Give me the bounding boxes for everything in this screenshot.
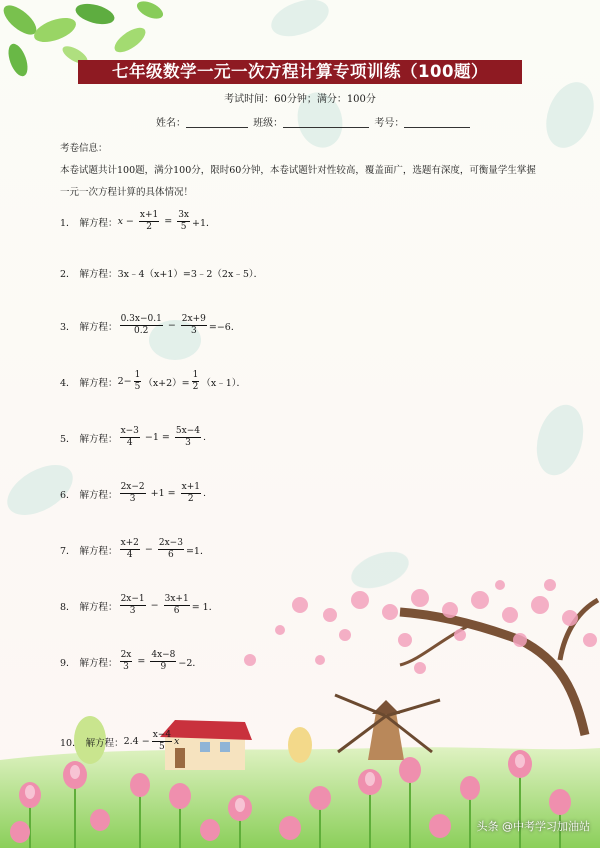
operator: −: [167, 320, 176, 331]
question-prefix: 解方程：: [79, 601, 118, 613]
question-prefix: 解方程：: [85, 737, 124, 749]
operator: −1 =: [144, 432, 170, 443]
fraction: $\frac{x-3}{4}$: [120, 426, 139, 448]
question-6: [60, 482, 206, 505]
name-label: 姓名：: [156, 118, 186, 129]
fraction: $\frac{x+2}{4}$: [120, 538, 139, 560]
fraction: $\frac{x+1}{2}$: [181, 482, 200, 504]
question-7: [60, 538, 209, 561]
operator: −: [144, 544, 153, 555]
watermark: 头条 @中考学习加油站: [476, 820, 590, 833]
section-label: 考卷信息：: [60, 143, 108, 154]
operator: =: [137, 656, 146, 667]
operator: −: [125, 216, 134, 227]
question-prefix: 解方程：: [79, 321, 118, 333]
question-number: 3．: [60, 321, 76, 333]
fraction: $\frac{2x-2}{3}$: [120, 482, 145, 504]
term: x: [117, 216, 123, 227]
question-number: 4．: [60, 377, 76, 389]
fraction: $\frac{5x-4}{3}$: [175, 426, 200, 448]
fraction: $\frac{3x+1}{6}$: [164, 594, 189, 616]
term: =−6．: [208, 321, 241, 333]
equation: 3x﹣4（x+1）=3﹣2（2x﹣5）．: [117, 269, 264, 280]
question-prefix: 解方程：: [79, 377, 118, 389]
term: 2.4 −: [123, 736, 150, 747]
term: =1．: [185, 545, 210, 557]
fraction: $\frac{3x}{5}$: [178, 210, 190, 232]
term: = 1．: [191, 601, 219, 613]
fraction: $\frac{2x+9}{3}$: [181, 314, 206, 336]
operator: =: [164, 216, 173, 227]
question-number: 10．: [60, 737, 82, 749]
fraction: $\frac{4x-8}{9}$: [151, 650, 176, 672]
fraction: $\frac{1}{2}$: [192, 370, 199, 392]
question-8: [60, 594, 218, 617]
question-prefix: 解方程：: [79, 433, 118, 445]
term: +1．: [192, 217, 216, 229]
fraction: $\frac{x-4}{5}$: [152, 730, 172, 752]
intro-text: 本卷试题共计100题，满分100分，限时60分钟，本卷试题针对性较高，覆盖面广，选题有深度，可衡量学生掌握一元一次方程计算的具体情况！: [60, 165, 536, 198]
number-label: 考号：: [374, 118, 405, 129]
term: −2．: [178, 657, 202, 669]
fraction: $\frac{2x-3}{6}$: [158, 538, 183, 560]
question-4: [60, 370, 246, 393]
question-prefix: 解方程：: [79, 217, 118, 229]
question-prefix: 解方程：: [79, 657, 118, 669]
fraction: $\frac{0.3x-0.1}{0.2}$: [120, 314, 162, 336]
question-1: [60, 210, 216, 233]
term: （x+2）=: [143, 377, 190, 389]
class-label: 班级：: [253, 118, 284, 129]
page-title: 七年级数学一元一次方程计算专项训练（100题）: [78, 60, 522, 84]
question-number: 9．: [60, 657, 76, 669]
question-prefix: 解方程：: [79, 269, 118, 280]
question-9: [60, 650, 202, 673]
number-blank[interactable]: [404, 117, 470, 128]
operator: +1 =: [150, 488, 176, 499]
term: （x﹣1）．: [201, 377, 247, 389]
student-info-row: [156, 114, 472, 129]
question-number: 2．: [60, 269, 76, 280]
question-number: 7．: [60, 545, 76, 557]
question-number: 1．: [60, 217, 76, 229]
name-blank[interactable]: [186, 117, 248, 128]
question-prefix: 解方程：: [79, 545, 118, 557]
term: .: [202, 488, 206, 499]
question-number: 6．: [60, 489, 76, 501]
exam-info: 考试时间：60分钟；满分：100分: [224, 94, 376, 105]
fraction: $\frac{1}{5}$: [134, 370, 141, 392]
question-number: 5．: [60, 433, 76, 445]
term: x: [174, 736, 180, 747]
fraction: $\frac{2x-1}{3}$: [120, 594, 145, 616]
question-2: [60, 266, 263, 280]
question-10: [60, 730, 179, 753]
term: 2−: [117, 376, 132, 387]
fraction: $\frac{2x}{3}$: [120, 650, 132, 672]
fraction: $\frac{x+1}{2}$: [139, 210, 159, 232]
question-number: 8．: [60, 601, 76, 613]
term: .: [202, 432, 206, 443]
question-prefix: 解方程：: [79, 489, 118, 501]
question-3: [60, 314, 240, 337]
class-blank[interactable]: [283, 117, 369, 128]
question-5: [60, 426, 206, 449]
operator: −: [150, 600, 159, 611]
